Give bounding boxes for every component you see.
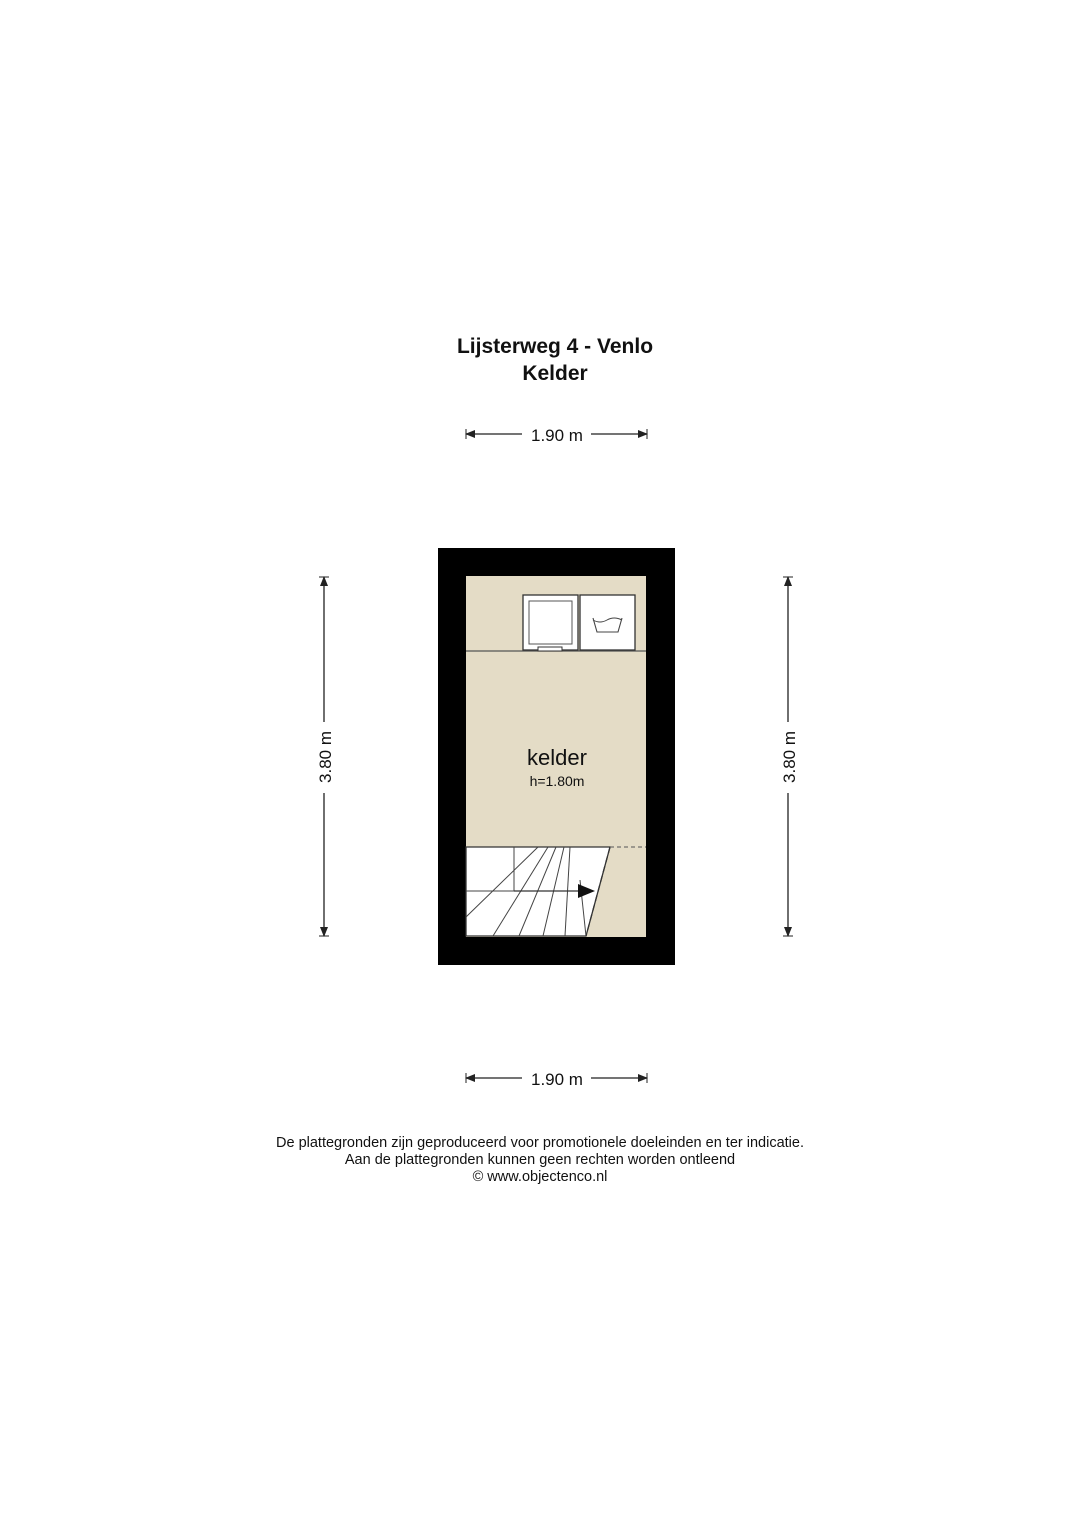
bottom-dimension-label: 1.90 m [531, 1070, 583, 1089]
dryer-icon [580, 595, 635, 650]
disclaimer [0, 1135, 1080, 1186]
top-dimension-label: 1.90 m [531, 426, 583, 445]
room-name: kelder [527, 745, 587, 770]
bottom-dimension [466, 1070, 647, 1089]
left-dimension-label: 3.80 m [316, 731, 335, 783]
disclaimer-line-2: Aan de plattegronden kunnen geen rechten worden ontleend [344, 1152, 736, 1168]
washing-machine-icon [523, 595, 578, 651]
room-height: h=1.80m [529, 773, 585, 789]
top-dimension [466, 426, 647, 445]
right-dimension [780, 577, 799, 936]
plan-floor-name: Kelder [522, 362, 588, 385]
right-dimension-label: 3.80 m [780, 731, 799, 783]
copyright-notice: © www.objectenco.nl [472, 1169, 608, 1185]
disclaimer-line-1: De plattegronden zijn geproduceerd voor promotionele doeleinden en ter indicatie. [276, 1135, 804, 1151]
left-dimension [316, 577, 335, 936]
plan-address: Lijsterweg 4 - Venlo [456, 335, 654, 358]
